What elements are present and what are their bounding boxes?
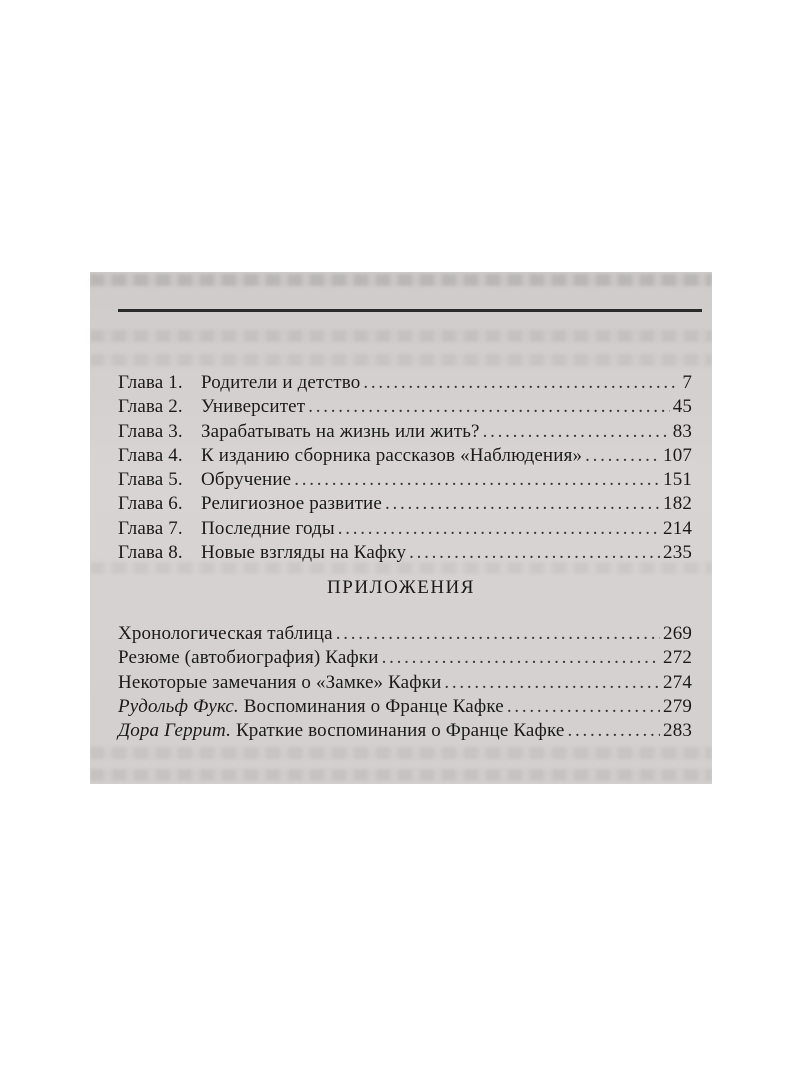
dot-leader	[338, 517, 660, 541]
page-number: 83	[672, 420, 692, 442]
page-number: 279	[663, 695, 692, 717]
chapter-title: Университет	[201, 396, 306, 418]
book-page-photo	[90, 272, 712, 784]
dot-leader	[385, 492, 660, 516]
appendix-heading: ПРИЛОЖЕНИЯ	[327, 577, 475, 598]
toc-entry	[118, 671, 692, 695]
toc-entry	[118, 468, 692, 492]
chapter-number: Глава 4.	[118, 444, 183, 466]
page-number: 7	[682, 372, 692, 393]
chapter-number: Глава 6.	[118, 493, 183, 515]
bleed-through-text	[90, 747, 712, 759]
appendix-title	[118, 695, 504, 719]
chapter-title: Религиозное развитие	[201, 493, 382, 515]
dot-leader	[507, 695, 660, 719]
toc-entry	[118, 420, 692, 444]
page-number: 283	[663, 720, 692, 742]
appendix-title	[118, 719, 564, 743]
toc-entry	[118, 695, 692, 719]
dot-leader	[444, 671, 660, 695]
chapter-title: Родители и детство	[201, 372, 361, 393]
page-number: 274	[663, 671, 692, 693]
toc-entry	[118, 444, 692, 468]
work-title: Краткие воспоминания о Франце Кафке	[235, 720, 565, 742]
dot-leader	[483, 420, 670, 444]
appendix-title: Некоторые замечания о «Замке» Кафки	[118, 671, 442, 693]
page-number: 151	[663, 469, 692, 491]
chapter-number: Глава 1.	[118, 372, 183, 393]
toc-entry	[118, 541, 692, 565]
bleed-through-text	[90, 330, 712, 342]
dot-leader	[363, 371, 679, 395]
chapter-list	[118, 371, 692, 565]
work-title: Воспоминания о Франце Кафке	[243, 695, 504, 717]
dot-leader	[409, 541, 660, 565]
dot-leader	[585, 444, 660, 468]
toc-entry	[118, 395, 692, 419]
toc-entry	[118, 517, 692, 541]
chapter-title: Обручение	[201, 469, 292, 491]
appendix-title: Резюме (автобиография) Кафки	[118, 647, 379, 669]
bleed-through-text	[90, 354, 712, 366]
header-rule	[118, 309, 702, 312]
toc-entry	[118, 492, 692, 516]
author-name: Рудольф Фукс.	[118, 695, 239, 717]
chapter-number: Глава 7.	[118, 517, 183, 539]
bleed-through-text	[90, 769, 712, 781]
bleed-through-text	[90, 274, 712, 286]
chapter-number: Глава 8.	[118, 542, 183, 564]
author-name: Дора Геррит.	[118, 720, 232, 742]
chapter-number: Глава 2.	[118, 396, 183, 418]
page-number: 272	[663, 647, 692, 669]
chapter-title: Новые взгляды на Кафку	[201, 542, 407, 564]
appendix-title: Хронологическая таблица	[118, 623, 333, 644]
page-number: 214	[663, 517, 692, 539]
dot-leader	[382, 646, 660, 670]
page-number: 182	[663, 493, 692, 515]
chapter-title: Последние годы	[201, 517, 335, 539]
chapter-number: Глава 5.	[118, 469, 183, 491]
toc-entry	[118, 646, 692, 670]
dot-leader	[294, 468, 660, 492]
appendix-list	[118, 622, 692, 743]
page-number: 45	[672, 396, 692, 418]
chapter-title: К изданию сборника рассказов «Наблюдения»	[201, 444, 583, 466]
toc-entry	[118, 719, 692, 743]
dot-leader	[567, 719, 660, 743]
chapter-number: Глава 3.	[118, 420, 183, 442]
chapter-title: Зарабатывать на жизнь или жить?	[201, 420, 480, 442]
dot-leader	[308, 395, 669, 419]
dot-leader	[336, 622, 660, 646]
page-number: 107	[663, 444, 692, 466]
page-number: 235	[663, 542, 692, 564]
toc-entry	[118, 371, 692, 395]
toc-entry	[118, 622, 692, 646]
page-number: 269	[663, 623, 692, 644]
